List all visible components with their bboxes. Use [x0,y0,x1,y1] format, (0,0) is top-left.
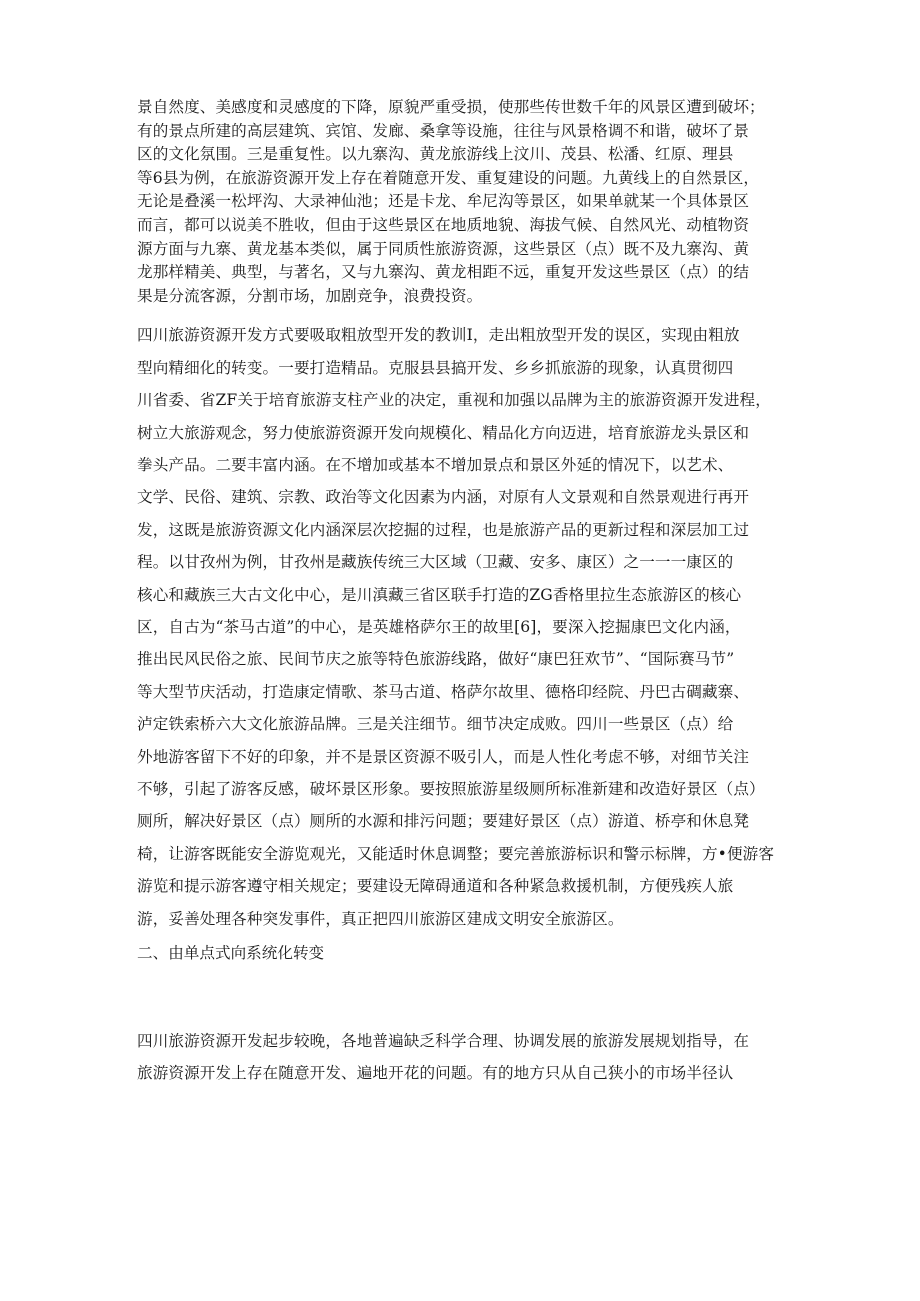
text-line: 泸定铁索桥六大文化旅游品牌。三是关注细节。细节决定成败。四川一些景区（点）给 [137,715,734,734]
text-line: 川省委、省ZF关于培育旅游支柱产业的决定，重视和加强以品牌为主的旅游资源开发进程， [137,391,771,410]
text-line: 厕所，解决好景区（点）厕所的水源和排污问题；要建好景区（点）游道、桥亭和休息凳 [137,812,750,831]
text-line: 游，妥善处理各种突发事件，真正把四川旅游区建成文明安全旅游区。 [137,909,624,928]
text-line: 程。以甘孜州为例，甘孜州是藏族传统三大区域（卫藏、安多、康区）之一一一康区的 [137,553,734,572]
text-line: 型向精细化的转变。一要打造精品。克服县县搞开发、乡乡抓旅游的现象，认真贯彻四 [137,358,734,377]
text-line: 有的景点所建的高层建筑、宾馆、发廊、桑拿等设施，往往与风景格调不和谐，破坏了景 [137,121,750,140]
text-line: 四川旅游资源开发起步较晚，各地普遍缺乏科学合理、协调发展的旅游发展规划指导，在 [137,1032,750,1051]
text-line: 而言，都可以说美不胜收，但由于这些景区在地质地貌、海拔气候、自然风光、动植物资 [137,215,750,234]
section-heading: 二、由单点式向系统化转变 [137,944,325,963]
text-line: 核心和藏族三大古文化中心，是川滇藏三省区联手打造的ZG香格里拉生态旅游区的核心 [137,585,742,604]
text-line: 源方面与九寨、黄龙基本类似，属于同质性旅游资源，这些景区（点）既不及九寨沟、黄 [137,239,750,258]
document-page [137,96,787,1090]
text-line: 文学、民俗、建筑、宗教、政治等文化因素为内涵，对原有人文景观和自然景观进行再开 [137,488,750,507]
text-line: 等6县为例，在旅游资源开发上存在着随意开发、重复建设的问题。九黄线上的自然景区， [137,168,760,187]
paragraph-1 [137,96,787,308]
text-line: 拳头产品。二要丰富内涵。在不增加或基本不增加景点和景区外延的情况下，以艺术、 [137,455,734,474]
text-line: 树立大旅游观念，努力使旅游资源开发向规模化、精品化方向迈进，培育旅游龙头景区和 [137,423,750,442]
text-line: 龙那样精美、典型，与著名，又与九寨沟、黄龙相距不远，重复开发这些景区（点）的结 [137,263,750,282]
text-line: 外地游客留下不好的印象，并不是景区资源不吸引人，而是人性化考虑不够，对细节关注 [137,747,750,766]
text-line: 景自然度、美感度和灵感度的下降，原貌严重受损，使那些传世数千年的风景区遭到破坏； [137,98,765,116]
text-line: 无论是叠溪一松坪沟、大录神仙池；还是卡龙、牟尼沟等景区，如果单就某一个具体景区 [137,192,750,211]
text-line: 区，自古为“茶马古道”的中心，是英雄格萨尔王的故里[6]，要深入挖掘康巴文化内涵， [137,618,741,636]
text-line: 推出民风民俗之旅、民间节庆之旅等特色旅游线路，做好“康巴狂欢节”、“国际赛马节” [137,650,735,669]
paragraph-3 [137,1025,787,1090]
paragraph-2 [137,319,787,935]
text-line: 游览和提示游客遵守相关规定；要建设无障碍通道和各种紧急救援机制，方便残疾人旅 [137,877,734,896]
text-line: 发，这既是旅游资源文化内涵深层次挖掘的过程，也是旅游产品的更新过程和深层加工过 [137,520,750,539]
text-line: 四川旅游资源开发方式要吸取粗放型开发的教训I，走出粗放型开发的误区，实现由粗放 [137,326,740,345]
text-line: 不够，引起了游客反感，破坏景区形象。要按照旅游星级厕所标准新建和改造好景区（点） [137,780,765,799]
text-line: 果是分流客源，分割市场，加剧竞争，浪费投资。 [137,286,483,305]
text-line: 旅游资源开发上存在随意开发、遍地开花的问题。有的地方只从自己狭小的市场半径认 [137,1064,734,1083]
text-line: 等大型节庆活动，打造康定情歌、茶马古道、格萨尔故里、德格印经院、丹巴古碉藏寨、 [137,682,750,701]
text-line: 椅，让游客既能安全游览观光，又能适时休息调整；要完善旅游标识和警示标牌，方•便游客 [137,844,775,863]
text-line: 区的文化氛围。三是重复性。以九寨沟、黄龙旅游线上汶川、茂县、松潘、红原、理县 [137,145,734,164]
